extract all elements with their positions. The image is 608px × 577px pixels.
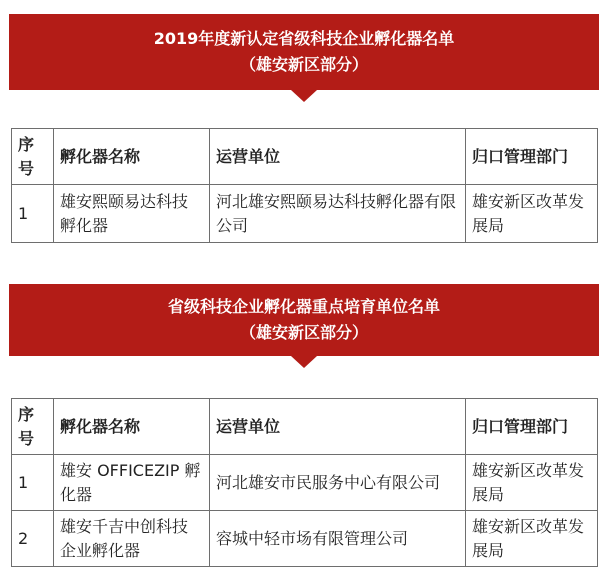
cell-name: 雄安熙颐易达科技孵化器	[54, 185, 210, 243]
cell-operator: 河北雄安熙颐易达科技孵化器有限公司	[210, 185, 466, 243]
section2-table	[11, 398, 598, 567]
table-row	[12, 511, 598, 567]
cell-no: 2	[12, 511, 54, 567]
section1-title: 2019年度新认定省级科技企业孵化器名单	[153, 29, 455, 48]
header-name: 孵化器名称	[54, 399, 210, 455]
cell-operator: 河北雄安市民服务中心有限公司	[210, 455, 466, 511]
section2-banner-arrow	[291, 356, 317, 368]
table-row	[12, 455, 598, 511]
header-dept: 归口管理部门	[466, 399, 598, 455]
header-operator: 运营单位	[210, 129, 466, 185]
cell-dept: 雄安新区改革发展局	[466, 511, 598, 567]
cell-dept: 雄安新区改革发展局	[466, 455, 598, 511]
cell-name: 雄安千吉中创科技企业孵化器	[54, 511, 210, 567]
section2-title: 省级科技企业孵化器重点培育单位名单	[167, 297, 440, 316]
header-dept: 归口管理部门	[466, 129, 598, 185]
cell-no: 1	[12, 185, 54, 243]
table-header-row	[12, 129, 598, 185]
section1-banner-arrow	[291, 90, 317, 102]
header-no: 序号	[12, 399, 54, 455]
table-header-row	[12, 399, 598, 455]
cell-name: 雄安 OFFICEZIP 孵化器	[54, 455, 210, 511]
section1-table	[11, 128, 598, 243]
cell-dept: 雄安新区改革发展局	[466, 185, 598, 243]
header-name: 孵化器名称	[54, 129, 210, 185]
header-no: 序号	[12, 129, 54, 185]
section2-subtitle: （雄安新区部分）	[239, 323, 368, 342]
cell-no: 1	[12, 455, 54, 511]
section1-subtitle: （雄安新区部分）	[239, 55, 368, 74]
header-operator: 运营单位	[210, 399, 466, 455]
section2-banner	[9, 284, 599, 356]
section1-banner	[9, 14, 599, 90]
table-row	[12, 185, 598, 243]
cell-operator: 容城中轻市场有限管理公司	[210, 511, 466, 567]
